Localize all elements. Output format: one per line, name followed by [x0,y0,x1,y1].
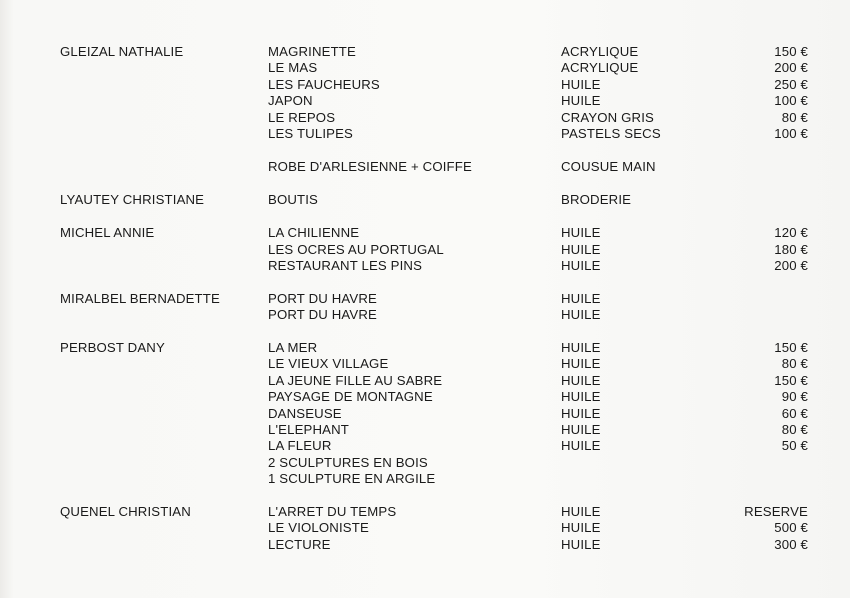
artwork-technique: CRAYON GRIS [561,109,654,125]
artwork-technique: BRODERIE [561,192,632,208]
artwork-title: PAYSAGE DE MONTAGNE [268,389,433,405]
group-spacer [0,274,850,291]
artist-group [0,225,850,274]
artwork-title: LA FLEUR [268,438,332,454]
artwork-title: 2 SCULPTURES EN BOIS [268,454,428,470]
artwork-row [0,356,850,372]
artwork-technique: HUILE [561,76,601,92]
artwork-title: 1 SCULPTURE EN ARGILE [268,471,436,487]
artwork-title: LE VIOLONISTE [268,520,369,536]
artwork-row [0,537,850,553]
artwork-price: 100 € [774,93,808,109]
artist-name: QUENEL CHRISTIAN [60,504,191,520]
artist-group [0,291,850,324]
artwork-price: 500 € [774,520,808,536]
artwork-price: 150 € [774,44,808,59]
artist-name: PERBOST DANY [60,340,165,356]
artwork-technique: ACRYLIQUE [561,60,639,76]
artwork-price: 50 € [781,438,808,454]
artwork-row [0,93,850,109]
artwork-price: 120 € [774,225,808,241]
artwork-technique: HUILE [561,257,601,273]
artwork-row [0,389,850,405]
artwork-row [0,110,850,126]
artwork-title: LA JEUNE FILLE AU SABRE [268,372,443,388]
artwork-row [0,471,850,487]
artwork-technique: HUILE [561,340,601,356]
artwork-technique: HUILE [561,536,601,552]
group-spacer [0,209,850,226]
artwork-row [0,291,850,307]
artist-group [0,44,850,176]
artwork-title: LES OCRES AU PORTUGAL [268,241,444,257]
artwork-technique: HUILE [561,225,601,241]
artwork-price: 80 € [781,356,808,372]
artwork-row [0,44,850,60]
artwork-technique: HUILE [561,422,601,438]
artwork-row [0,242,850,258]
artwork-price: 80 € [781,109,808,125]
artwork-row [0,258,850,274]
artwork-title: LE VIEUX VILLAGE [268,356,389,372]
artwork-row [0,422,850,438]
artwork-row [0,159,850,175]
artwork-title: LA CHILIENNE [268,225,360,241]
group-spacer [0,324,850,341]
artwork-title: LE MAS [268,60,318,76]
artwork-technique: HUILE [561,241,601,257]
artwork-row [0,192,850,208]
artwork-technique: HUILE [561,290,601,306]
artwork-row [0,60,850,76]
artwork-price: 100 € [774,125,808,141]
artwork-technique: HUILE [561,405,601,421]
artwork-technique: ACRYLIQUE [561,44,639,59]
artwork-price: RESERVE [744,504,808,520]
artwork-title: BOUTIS [268,192,318,208]
group-spacer [0,488,850,505]
artwork-technique: HUILE [561,389,601,405]
artwork-technique: HUILE [561,520,601,536]
artwork-price: 180 € [774,241,808,257]
group-spacer [0,176,850,193]
artwork-technique: HUILE [561,504,601,520]
row-spacer [0,142,850,159]
artist-group [0,504,850,553]
artwork-row [0,126,850,142]
artwork-technique: HUILE [561,307,601,323]
artwork-title: RESTAURANT LES PINS [268,257,423,273]
artwork-technique: HUILE [561,356,601,372]
artwork-row [0,504,850,520]
artwork-title: LA MER [268,340,318,356]
artwork-row [0,307,850,323]
artwork-row [0,373,850,389]
artwork-row [0,225,850,241]
artwork-row [0,520,850,536]
artwork-technique: PASTELS SECS [561,125,661,141]
artwork-price: 60 € [781,405,808,421]
artwork-price-list [0,44,850,553]
artwork-title: ROBE D'ARLESIENNE + COIFFE [268,159,472,175]
artwork-price: 90 € [781,389,808,405]
artwork-price: 300 € [774,536,808,552]
artwork-title: L'ARRET DU TEMPS [268,504,397,520]
artwork-technique: HUILE [561,372,601,388]
artwork-title: MAGRINETTE [268,44,356,59]
artwork-title: LES TULIPES [268,125,353,141]
artwork-row [0,77,850,93]
artwork-row [0,455,850,471]
artwork-title: LECTURE [268,536,331,552]
artist-name: MIRALBEL BERNADETTE [60,290,220,306]
artwork-price: 150 € [774,340,808,356]
artwork-price: 150 € [774,372,808,388]
artwork-price: 200 € [774,257,808,273]
artwork-row [0,438,850,454]
artist-name: GLEIZAL NATHALIE [60,44,184,59]
artwork-title: PORT DU HAVRE [268,290,377,306]
artwork-title: LES FAUCHEURS [268,76,380,92]
artist-group [0,192,850,208]
artwork-title: DANSEUSE [268,405,342,421]
artwork-title: JAPON [268,93,313,109]
artist-name: LYAUTEY CHRISTIANE [60,192,205,208]
artwork-title: PORT DU HAVRE [268,307,377,323]
artwork-price: 200 € [774,60,808,76]
artwork-title: LE REPOS [268,109,336,125]
artwork-title: L'ELEPHANT [268,422,349,438]
artwork-row [0,340,850,356]
artwork-price: 250 € [774,76,808,92]
artwork-technique: COUSUE MAIN [561,159,656,175]
artwork-technique: HUILE [561,438,601,454]
artwork-technique: HUILE [561,93,601,109]
artist-name: MICHEL ANNIE [60,225,155,241]
artwork-row [0,406,850,422]
artist-group [0,340,850,488]
artwork-price: 80 € [781,422,808,438]
